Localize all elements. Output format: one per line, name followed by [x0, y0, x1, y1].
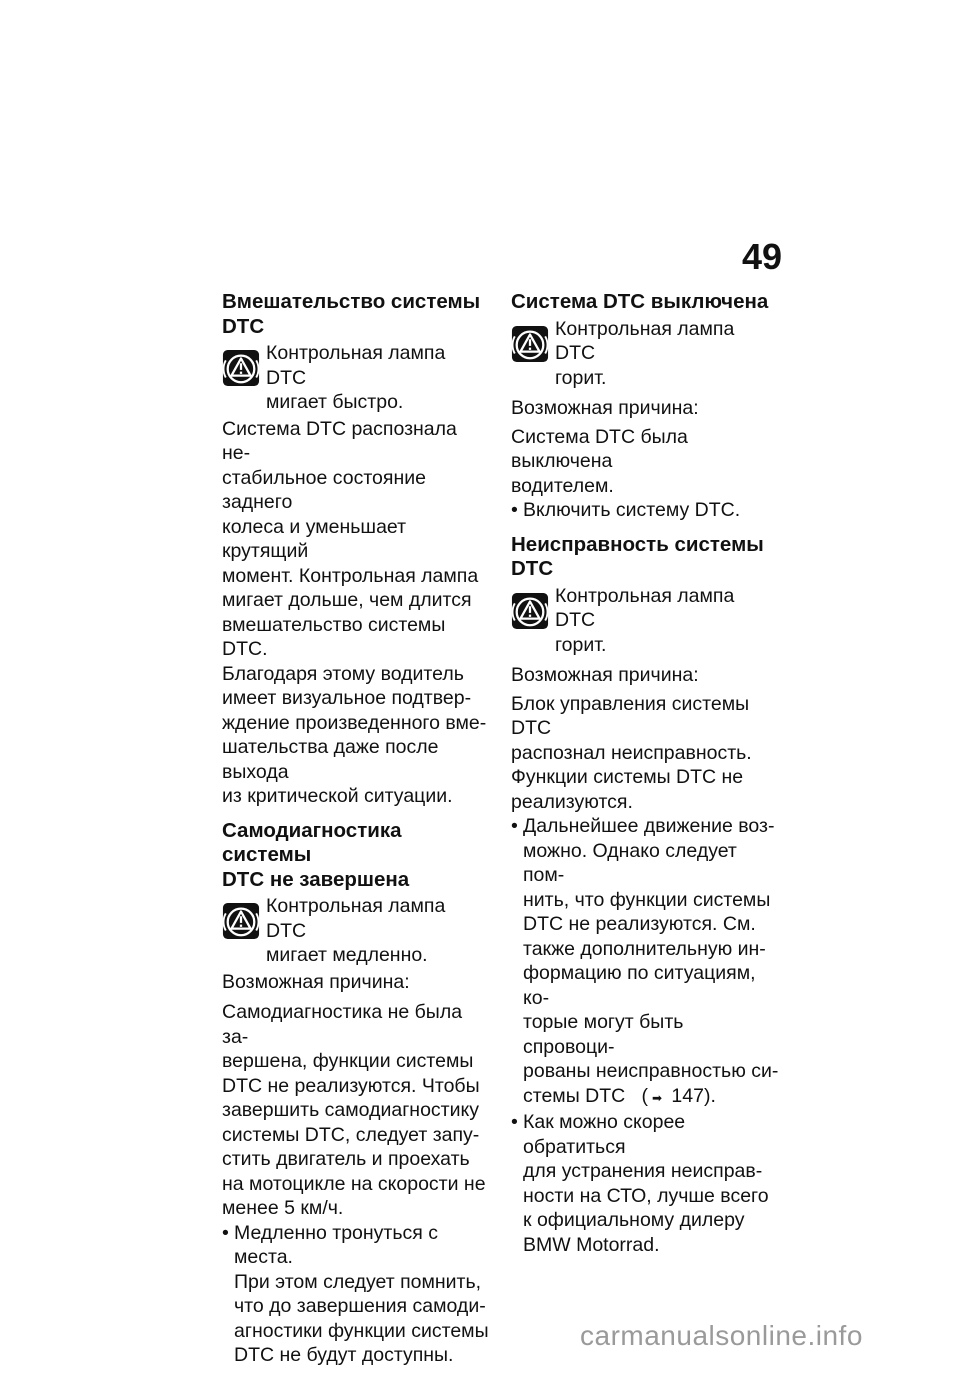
lamp-text: Контрольная лампа DTC: [266, 895, 446, 942]
body-line: Благодаря этому водитель: [222, 662, 464, 685]
bullet-line: формацию по ситуациям, ко-: [523, 962, 756, 1009]
bullet-item: [511, 498, 779, 523]
body-line: менее 5 км/ч.: [222, 1197, 344, 1219]
body-line: стабильное состояние заднего: [222, 466, 426, 513]
body-line: момент. Контрольная лампа: [222, 564, 479, 587]
bullet-dot: •: [222, 1221, 229, 1244]
arrow-right-icon: ➡: [651, 1090, 663, 1105]
lamp-text: Контрольная лампа DTC: [555, 584, 735, 631]
section-title: Система DTC выключена: [511, 290, 769, 313]
body-line: стить двигатель и проехать: [222, 1148, 470, 1170]
bullet-line: торые могут быть спровоци-: [523, 1011, 684, 1058]
reference-open: (: [641, 1084, 648, 1107]
body-line: мигает дольше, чем длится: [222, 589, 472, 611]
bullet-dot: •: [511, 499, 518, 521]
section-title: DTC не завершена: [222, 867, 410, 891]
bullet-item: [511, 814, 779, 1110]
bullet-line: BMW Motorrad.: [523, 1233, 660, 1256]
body-line: на мотоцикле на скорости не: [222, 1172, 486, 1195]
section-title: Неисправность системы: [511, 532, 764, 556]
lamp-text: Контрольная лампа DTC: [555, 317, 735, 364]
body-line: Система DTC распознала не-: [222, 417, 457, 464]
bullet-line: DTC не реализуются. См.: [523, 913, 756, 935]
bullet-line: агностики функции системы: [234, 1319, 489, 1342]
bullet-line: к официальному дилеру: [523, 1209, 745, 1231]
page-number: 49: [742, 236, 783, 277]
lamp-text: горит.: [555, 633, 607, 656]
body-line: Система DTC была выключена: [511, 425, 688, 472]
bullet-line: нить, что функции системы: [523, 888, 771, 911]
body-line: системы DTC, следует запу-: [222, 1123, 480, 1146]
bullet-line: что до завершения самоди-: [234, 1295, 486, 1317]
body-line: вершена, функции системы: [222, 1050, 474, 1072]
right-column: [511, 290, 779, 1267]
bullet-line: Дальнейшее движение воз-: [523, 815, 775, 837]
lamp-row: [511, 584, 779, 658]
body-line: ждение произведенного вме-: [222, 711, 487, 734]
body-line: Самодиагностика не была за-: [222, 1001, 463, 1048]
bullet-item: [222, 1221, 490, 1368]
bullet-line: для устранения неисправ-: [523, 1160, 763, 1182]
body-line: вмешательство системы DTC.: [222, 613, 446, 660]
bullet-line: При этом следует помнить,: [234, 1270, 482, 1293]
section-dtc-off: [511, 290, 779, 523]
bullet-dot: •: [511, 1111, 518, 1133]
bullet-line: рованы неисправностью си-: [523, 1060, 779, 1082]
bullet-item: [511, 1110, 779, 1257]
bullet-line: Включить систему DTC.: [523, 499, 741, 521]
bullet-line-with-reference: [523, 1084, 779, 1111]
body-line: реализуются.: [511, 790, 633, 813]
body-line: распознал неисправность.: [511, 741, 752, 764]
lamp-text: горит.: [555, 366, 607, 389]
bullet-line: можно. Однако следует пом-: [523, 839, 737, 886]
section-self-diagnosis: [222, 819, 490, 1368]
cause-label: Возможная причина:: [511, 664, 699, 686]
bullet-line: также дополнительную ин-: [523, 937, 766, 960]
page-reference-link[interactable]: 147).: [671, 1084, 716, 1107]
body-line: Функции системы DTC не: [511, 766, 744, 788]
warning-triangle-icon: [222, 349, 260, 387]
section-title: DTC: [511, 557, 554, 580]
left-column: [222, 290, 490, 1378]
body-line: водителем.: [511, 474, 614, 497]
lamp-text: Контрольная лампа DTC: [266, 342, 446, 389]
body-line: из критической ситуации.: [222, 785, 453, 807]
section-dtc-intervention: [222, 290, 490, 809]
section-title: Самодиагностика системы: [222, 818, 402, 866]
body-line: имеет визуальное подтвер-: [222, 687, 472, 709]
warning-triangle-icon: [222, 902, 260, 940]
body-line: колеса и уменьшает крутящий: [222, 515, 407, 562]
lamp-text: мигает медленно.: [266, 944, 428, 966]
body-line: шательства даже после выхода: [222, 736, 439, 783]
bullet-line: DTC не будут доступны.: [234, 1344, 454, 1366]
bullet-line: Медленно тронуться с места.: [234, 1221, 438, 1268]
body-line: Блок управления системы DTC: [511, 692, 750, 739]
warning-triangle-icon: [511, 592, 549, 630]
body-line: DTC не реализуются. Чтобы: [222, 1074, 480, 1097]
cause-label: Возможная причина:: [511, 397, 699, 419]
watermark: carmanualsonline.info: [580, 1320, 863, 1351]
lamp-text: мигает быстро.: [266, 391, 404, 413]
section-title: Вмешательство системы: [222, 290, 481, 313]
bullet-line: Как можно скорее обратиться: [523, 1111, 686, 1158]
warning-triangle-icon: [511, 325, 549, 363]
cause-label: Возможная причина:: [222, 970, 410, 993]
lamp-row: [222, 341, 490, 415]
section-title: DTC: [222, 314, 265, 338]
body-line: завершить самодиагностику: [222, 1099, 479, 1121]
lamp-row: [222, 894, 490, 968]
bullet-line: ности на СТО, лучше всего: [523, 1184, 769, 1207]
bullet-text: стемы DTC: [523, 1084, 626, 1107]
section-dtc-fault: [511, 533, 779, 1258]
bullet-dot: •: [511, 815, 518, 837]
lamp-row: [511, 317, 779, 391]
